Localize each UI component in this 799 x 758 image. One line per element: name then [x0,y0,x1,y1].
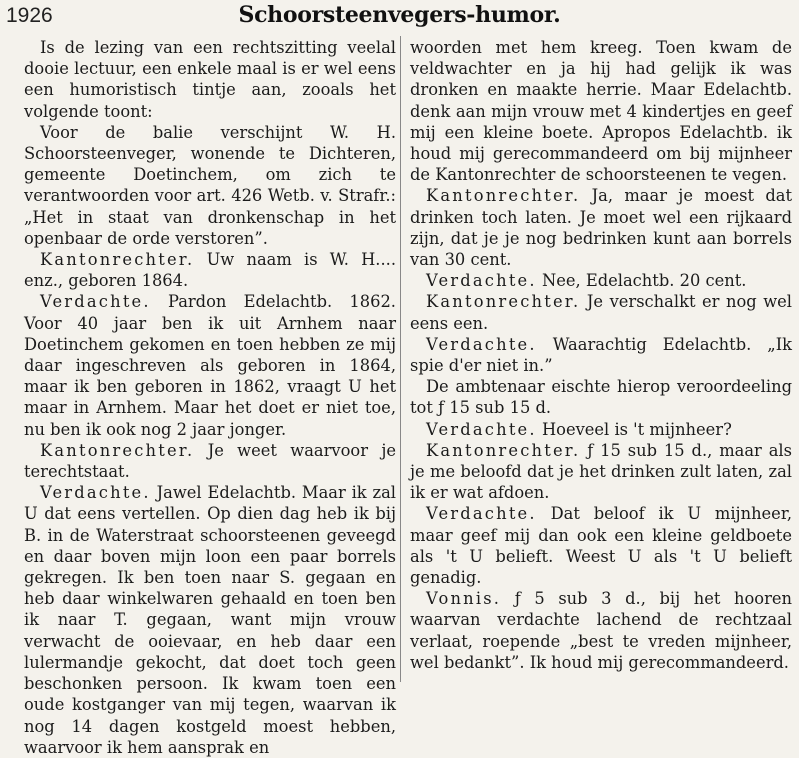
paragraph-text: Voor de balie verschijnt W. H. Schoorsteenveger, wonende te Dichteren, gemeente Doetinchem, om zich te verantwoorden voor art. 426 Wetb. v. Strafr.: „Het in staat van dronkenschap in het openbaar de orde verstoren”. [24,122,396,248]
article-title: Schoorsteenvegers-humor. [238,2,561,28]
speaker-label: Verdachte. [426,271,537,291]
speaker-label: Verdachte. [426,334,537,354]
speaker-label: Kantonrechter. [40,440,195,460]
left-column [24,37,396,758]
paragraph [410,37,792,185]
paragraph [24,482,396,758]
paragraph-text: Je weet waarvoor je terechtstaat. [24,440,396,482]
paragraph-text: Dat beloof ik U mijnheer, maar geef mij dan ook een kleine geldboete als 't U belieft. Weest U als 't U belieft genadig. [410,504,792,588]
speaker-label: Kantonrechter. [426,292,581,312]
year-label: 1926 [6,4,53,27]
paragraph-text: woorden met hem kreeg. Toen kwam de veldwachter en ja hij had gelijk ik was dronken en maakte herrie. Maar Edelachtb. denk aan mijn vrouw met 4 kindertjes en geef mij een kleine boete. Apropos Edelachtb. ik houd mij gerecommandeerd om bij mijnheer de Kantonrechter de schoorsteenen te vegen. [410,38,792,185]
speaker-label: Vonnis. [426,589,502,609]
paragraph [410,270,792,291]
paragraph [410,503,792,588]
paragraph-text: Jawel Edelachtb. Maar ik zal U dat eens vertellen. Op dien dag heb ik bij B. in de Waterstraat schoorsteenen geveegd en daar boven mijn loon een paar borrels gekregen. Ik ben toen naar S. gegaan en heb daar winkelwaren gehaald en toen ben ik naar T. gegaan, want mijn vrouw verwacht de ooievaar, en heb daar een lulermandje gekocht, dat doet toch geen beschonken persoon. Ik kwam toen een oude kostganger van mij tegen, waarvan ik nog 14 dagen kostgeld moest hebben, waarvoor ik hem aansprak en [24,483,396,757]
speaker-label: Verdachte. [40,292,151,312]
paragraph-text: De ambtenaar eischte hierop veroordeeling tot ƒ 15 sub 15 d. [410,377,792,418]
paragraph [24,37,396,122]
paragraph-text: Nee, Edelachtb. 20 cent. [536,271,747,291]
paragraph-text: Hoeveel is 't mijnheer? [536,419,732,439]
paragraph [410,291,792,333]
paragraph [24,440,396,482]
speaker-label: Verdachte. [426,504,537,524]
paragraph [410,419,792,440]
speaker-label: Kantonrechter. [426,440,581,460]
paragraph-text: ƒ 15 sub 15 d., maar als je me beloofd dat je het drinken zult laten, zal ik er wat afdoen. [410,440,792,503]
paragraph-text: Pardon Edelachtb. 1862. Voor 40 jaar ben ik uit Arnhem naar Doetinchem gekomen en toen hebben ze mij daar ingeschreven als geboren in 1864, maar ik ben geboren in 1862, vraagt U het maar in Arnhem. Maar het doet er niet toe, nu ben ik ook nog 2 jaar jonger. [24,292,396,439]
speaker-label: Verdachte. [426,419,537,439]
column-divider [400,36,401,682]
paragraph [410,588,792,673]
right-column [410,37,792,673]
paragraph [410,440,792,504]
paragraph-text: Je verschalkt er nog wel eens een. [410,292,792,333]
paragraph-text: Uw naam is W. H.... enz., geboren 1864. [24,250,396,291]
speaker-label: Verdachte. [40,483,151,503]
paragraph [24,249,396,291]
speaker-label: Kantonrechter. [40,250,195,270]
paragraph [410,334,792,376]
paragraph-text: Waarachtig Edelachtb. „Ik spie d'er niet in.” [410,334,792,376]
paragraph-text: Is de lezing van een rechtszitting veelal dooie lectuur, een enkele maal is er wel eens een humoristisch tintje aan, zooals het volgende toont: [24,38,396,121]
paragraph-text: Ja, maar je moest dat drinken toch laten. Je moet wel een rijkaard zijn, dat je je nog bedrinken kunt aan borrels van 30 cent. [410,186,792,270]
speaker-label: Kantonrechter. [426,186,581,206]
paragraph [410,185,792,270]
paragraph [24,291,396,439]
paragraph [410,376,792,418]
paragraph [24,122,396,249]
paragraph-text: ƒ 5 sub 3 d., bij het hooren waarvan verdachte lachend de rechtzaal verlaat, roepende „best te vreden mijnheer, wel bedankt”. Ik houd mij gerecommandeerd. [410,589,792,672]
